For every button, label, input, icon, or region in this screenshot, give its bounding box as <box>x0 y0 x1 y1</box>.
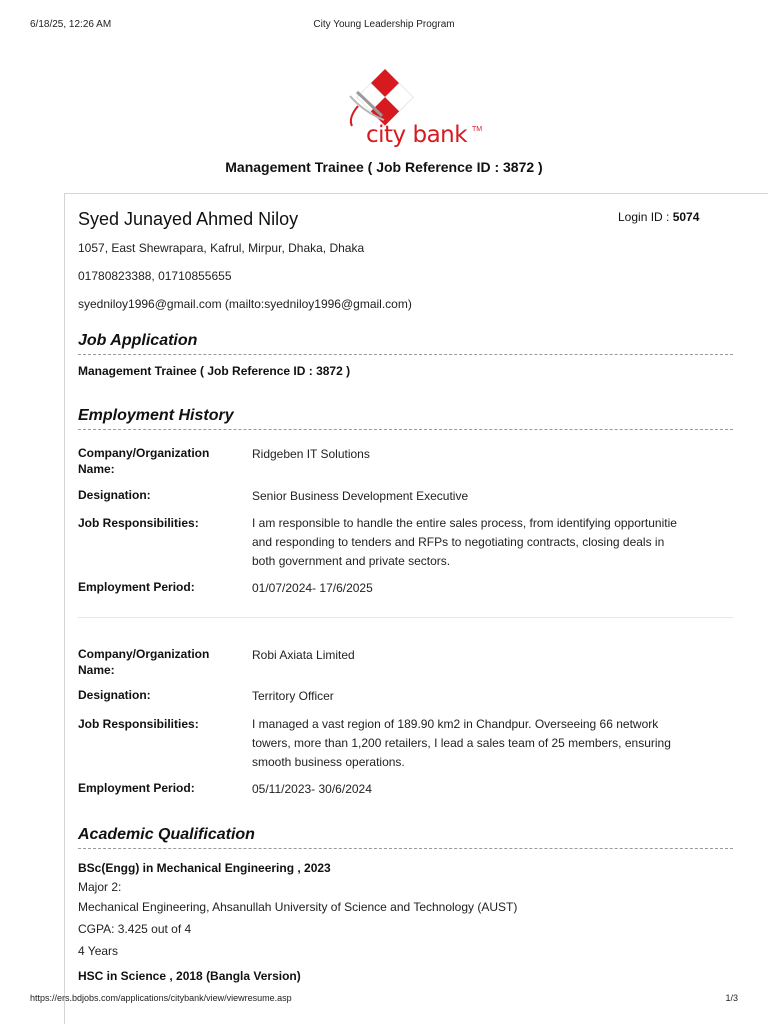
responsibilities-line: I managed a vast region of 189.90 km2 in Chandpur. Overseeing 66 network <box>252 717 659 731</box>
degree-heading: BSc(Engg) in Mechanical Engineering , 2023 <box>78 861 331 875</box>
degree-institution: Mechanical Engineering, Ahsanullah University of Science and Technology (AUST) <box>78 900 518 914</box>
applicant-email[interactable]: syedniloy1996@gmail.com (mailto:syedniloy1996@gmail.com) <box>78 297 412 311</box>
print-title: City Young Leadership Program <box>313 19 455 30</box>
page-title: Management Trainee ( Job Reference ID : 3872 ) <box>225 159 543 175</box>
designation-value: Territory Officer <box>252 689 334 703</box>
responsibilities-line: smooth business operations. <box>252 755 405 769</box>
job-application-position: Management Trainee ( Job Reference ID : 3872 ) <box>78 364 351 378</box>
designation-value: Senior Business Development Executive <box>252 489 469 503</box>
city-bank-wordmark: city bank <box>366 122 468 148</box>
company-label: Company/Organization Name: <box>78 647 210 677</box>
responsibilities-label: Job Responsibilities: <box>78 717 199 731</box>
degree-result: CGPA: 3.425 out of 4 <box>78 922 192 936</box>
applicant-name: Syed Junayed Ahmed Niloy <box>78 209 299 229</box>
responsibilities-line: towers, more than 1,200 retailers, I lead a sales team of 25 members, ensuring <box>252 736 671 750</box>
degree-major: Major 2: <box>78 880 122 894</box>
company-label: Company/Organization Name: <box>78 446 210 476</box>
period-label: Employment Period: <box>78 580 195 594</box>
print-header <box>30 19 738 33</box>
company-value: Robi Axiata Limited <box>252 648 355 662</box>
period-value: 01/07/2024- 17/6/2025 <box>252 581 373 595</box>
trademark: TM <box>472 126 483 133</box>
print-date: 6/18/25, 12:26 AM <box>30 19 112 30</box>
period-value: 05/11/2023- 30/6/2024 <box>252 782 372 796</box>
responsibilities-line: both government and private sectors. <box>252 554 451 568</box>
login-id-label: Login ID : <box>618 210 673 224</box>
applicant-phone: 01780823388, 01710855655 <box>78 269 232 283</box>
responsibilities-label: Job Responsibilities: <box>78 516 199 530</box>
academic-qualification-title: Academic Qualification <box>78 826 733 849</box>
period-label: Employment Period: <box>78 781 195 795</box>
designation-label: Designation: <box>78 488 151 502</box>
responsibilities-line: I am responsible to handle the entire sales process, from identifying opportunitie <box>252 516 677 530</box>
print-url: https://ers.bdjobs.com/applications/citybank/view/viewresume.asp <box>30 993 292 1003</box>
applicant-address: 1057, East Shewrapara, Kafrul, Mirpur, Dhaka, Dhaka <box>78 241 365 255</box>
resume-card <box>64 193 768 1024</box>
print-footer <box>30 993 738 1007</box>
degree-heading: HSC in Science , 2018 (Bangla Version) <box>78 969 301 983</box>
login-id <box>618 210 699 224</box>
page-number: 1/3 <box>725 993 738 1003</box>
company-value: Ridgeben IT Solutions <box>252 447 370 461</box>
city-bank-logo <box>338 66 483 158</box>
job-separator <box>78 617 733 618</box>
login-id-value: 5074 <box>672 210 700 224</box>
employment-history-title: Employment History <box>78 407 733 430</box>
degree-duration: 4 Years <box>78 944 119 958</box>
responsibilities-line: and responding to tenders and RFPs to negotiating contracts, closing deals in <box>252 535 665 549</box>
designation-label: Designation: <box>78 688 151 702</box>
job-application-title: Job Application <box>78 332 733 355</box>
